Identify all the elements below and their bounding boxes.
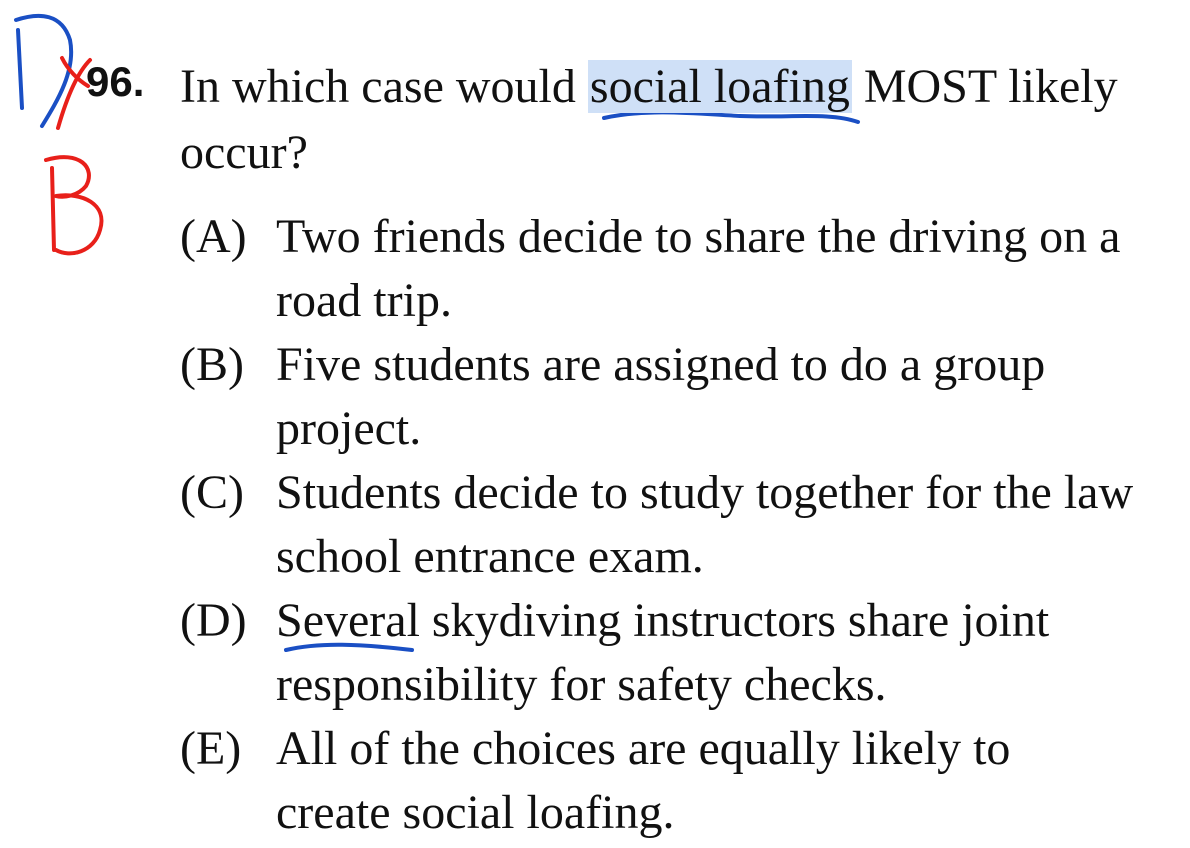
- highlighted-term: social loafing: [589, 60, 850, 113]
- choice-text: [276, 205, 1180, 333]
- choice-text: [276, 717, 1180, 845]
- stem-text-after: MOST likely: [851, 60, 1118, 113]
- choice-line: Several skydiving instructors share joint: [276, 594, 1050, 647]
- question-number: 96.: [86, 58, 145, 105]
- handwritten-letter-b-red: [46, 157, 101, 253]
- choice-letter: (E): [180, 722, 242, 775]
- choice-line: Five students are assigned to do a group: [276, 338, 1046, 391]
- choice-text: [276, 589, 1180, 717]
- choice-line: Two friends decide to share the driving on a: [276, 210, 1121, 263]
- choice-line: create social loafing.: [276, 786, 675, 839]
- stem-line-2: occur?: [180, 126, 308, 179]
- choice-letter: (B): [180, 338, 244, 391]
- handwritten-letter-d-blue: [16, 16, 71, 126]
- choice-line: school entrance exam.: [276, 530, 704, 583]
- choice-line: All of the choices are equally likely to: [276, 722, 1011, 775]
- choice-line: responsibility for safety checks.: [276, 658, 887, 711]
- choice-text: [276, 461, 1180, 589]
- question-stem: [180, 54, 1180, 186]
- stem-text-before: In which case would: [180, 60, 588, 113]
- choice-letter: (C): [180, 466, 244, 519]
- choice-letter: (D): [180, 594, 247, 647]
- choice-line: road trip.: [276, 274, 452, 327]
- choice-letter: (A): [180, 210, 247, 263]
- choice-line: project.: [276, 402, 422, 455]
- choice-text: [276, 333, 1180, 461]
- stem-line-1: [180, 54, 1180, 120]
- choice-line: Students decide to study together for the law: [276, 466, 1134, 519]
